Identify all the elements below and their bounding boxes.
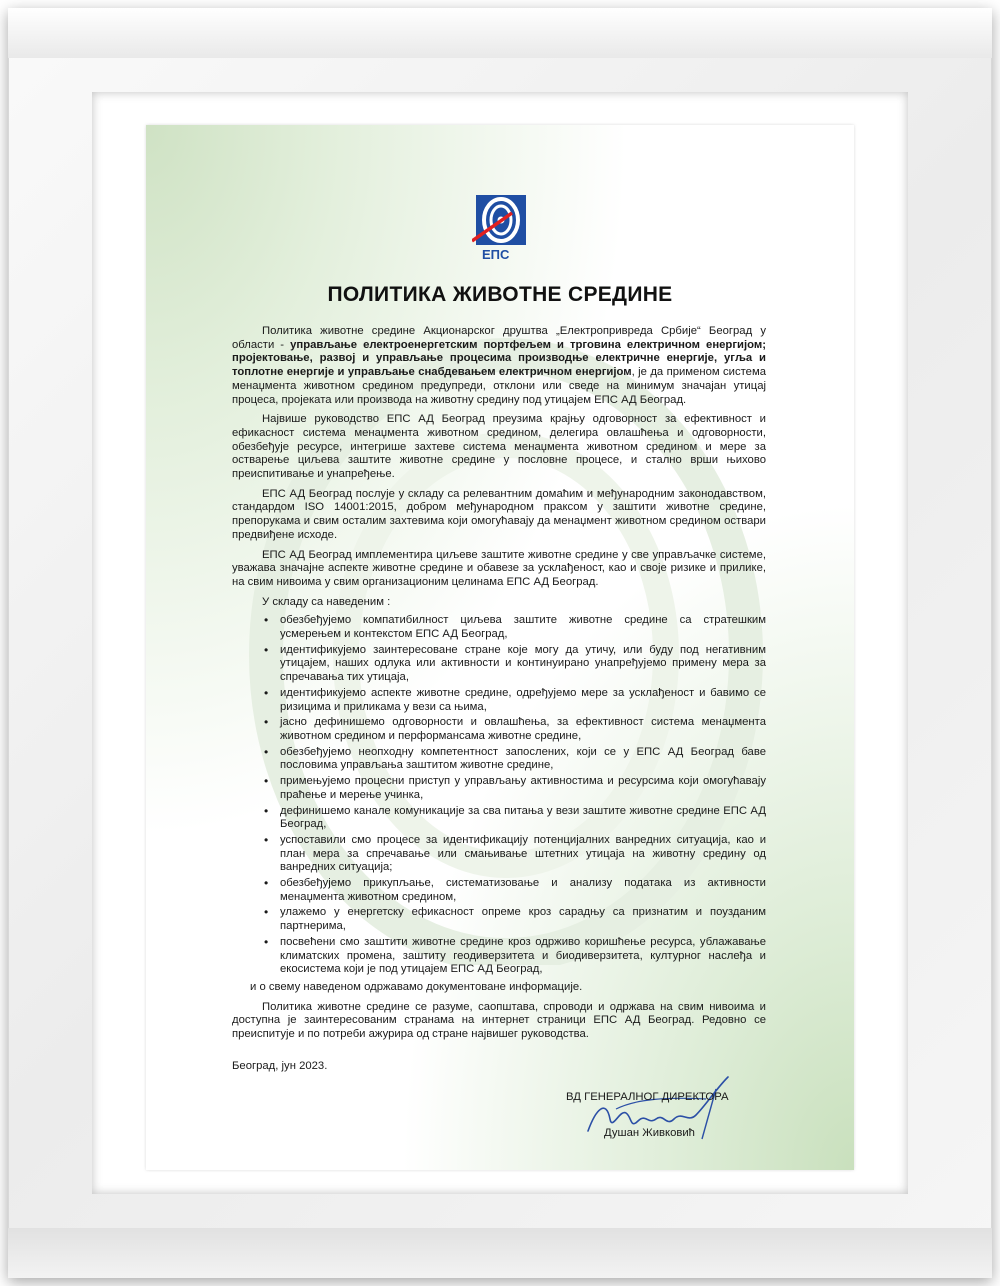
eps-logo — [472, 193, 530, 263]
list-item: • јасно дефинишемо одговорности и овлашћења, за ефективност система менаџмента животном средином и перформансама животне средине, — [280, 716, 766, 743]
list-item: • дефинишемо канале комуникације за сва питања у вези заштите животне средине ЕПС АД Београд, — [280, 805, 766, 832]
paragraph-compliance: ЕПС АД Београд послује у складу са релевантним домаћим и међународним законодавством, стандардом ISO 14001:2015, добром међународном праксом у заштити животне средине, препорукама и свим осталим захтевима који омогућавају да менаџмент животном средином оствари предвиђене исходе. — [232, 487, 766, 541]
paragraph-closing: и о свему наведеном одржавамо документоване информације. — [250, 980, 583, 993]
paragraph-intro: У складу са наведеним : — [262, 595, 391, 608]
paragraph-management: Највише руководство ЕПС АД Београд преузима крајњу одговорност за ефективност и ефикасност система менаџмента животном средином, делегира овлашћења и одговорности, обезбеђује ресурсе, интегрише захтеве система менаџмента животном средином и мере за остварење циљева заштите животне средине у пословне процесе, и стално врши њихово преиспитивање и унапређење. — [232, 413, 766, 481]
frame-top-edge — [8, 8, 992, 58]
paragraph-availability: Политика животне средине се разуме, саопштава, спроводи и одржава на свим нивоима и доступна је заинтересованим странама на интернет страници ЕПС АД Београд. Редовно се преиспитује и по потреби ажурира од стране највишег руководства. — [232, 1000, 766, 1041]
frame-bottom-edge — [8, 1228, 992, 1278]
list-item: • обезбеђујемо неопходну компетентност запослених, који се у ЕПС АД Београд баве пословима управљања заштитом животне средине, — [280, 746, 766, 773]
list-item: • обезбеђујемо компатибилност циљева заштите животне средине са стратешким усмерењем и контекстом ЕПС АД Београд, — [280, 614, 766, 641]
list-item: • посвећени смо заштити животне средине кроз одрживо коришћење ресурса, ублажавање климатских промена, заштиту геодиверзитета и биодиверзитета, културног наслеђа и екосистема који је под утицајем ЕПС АД Београд, — [280, 936, 766, 977]
paragraph-implementation: ЕПС АД Београд имплементира циљеве заштите животне средине у све управљачке системе, уважава значајне аспекте животне средине и обавезе за усклађеност, као и своје ризике и прилике, на свим нивоима у свим организационим целинама ЕПС АД Београд. — [232, 548, 766, 588]
list-item: • улажемо у енергетску ефикасност опреме кроз сарадњу са признатим и поузданим партнерима, — [280, 906, 766, 933]
document-title: ПОЛИТИКА ЖИВОТНЕ СРЕДИНЕ — [327, 283, 673, 306]
list-item: • примењујемо процесни приступ у управљању активностима и ресурсима који омогућавају праћење и мерење учинка, — [280, 775, 766, 802]
date-line: Београд, јун 2023. — [232, 1060, 328, 1072]
list-item: • обезбеђујемо прикупљање, систематизовање и анализу података из активности менаџмента животном средином, — [280, 877, 766, 904]
paragraph-scope: Политика животне средине Акционарског друштва „Електропривреда Србије“ Београд у области - управљање електроенергетским портфељем и трговина електричном енергијом; пројектовање, развој и управљање процесима производње електричне енергије, угља и топлотне енергије и управљање снабдевањем електричном енергијом, је да применом система менаџмента животном средином предупреди, отклони или сведе на минимум значајан утицај процеса, пројеката или производа на животну средину под утицајем ЕПС АД Београд. — [232, 325, 766, 406]
list-item: • успоставили смо процесе за идентификацију потенцијалних ванредних ситуација, као и план мера за спречавање или смањивање штетних утицаја на животну средину од ванредних ситуација; — [280, 834, 766, 875]
logo-text: ЕПС — [482, 247, 510, 262]
document-body — [232, 325, 766, 1048]
signatory-name: Душан Живковић — [604, 1127, 695, 1139]
list-item: • идентификујемо заинтересоване стране које могу да утичу, или буду под негативним утицајем, наших одлука или активности и континуирано унапређујемо примену мера за спречавања тих утицаја, — [280, 644, 766, 685]
signatory-title: ВД ГЕНЕРАЛНОГ ДИРЕКТОРА — [566, 1091, 729, 1103]
commitments-list — [232, 614, 766, 977]
list-item: • идентификујемо аспекте животне средине, одређујемо мере за усклађеност и бавимо се ризицима и приликама у вези са њима, — [280, 687, 766, 714]
policy-document — [146, 125, 854, 1170]
